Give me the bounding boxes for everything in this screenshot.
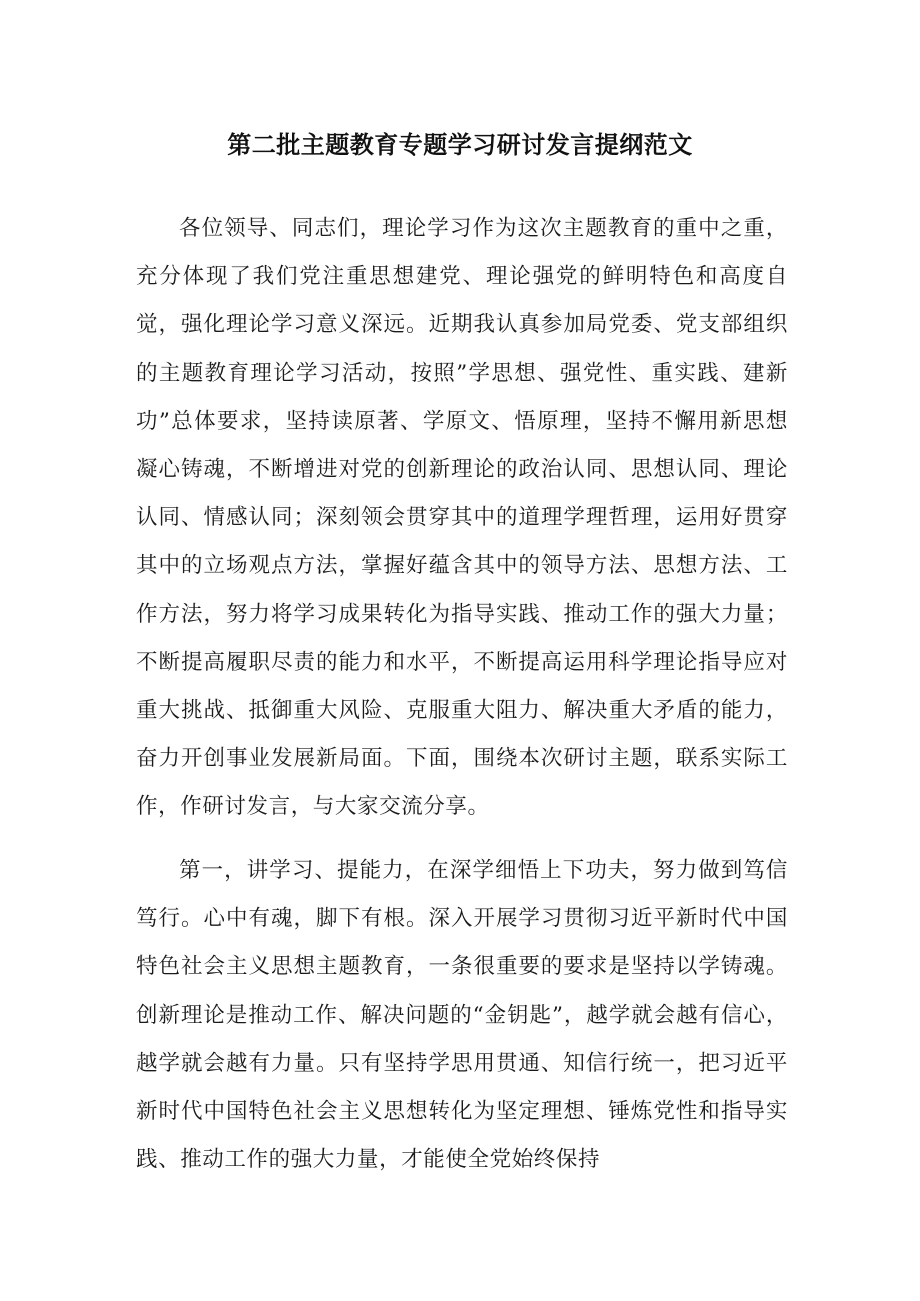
paragraph-intro: 各位领导、同志们，理论学习作为这次主题教育的重中之重，充分体现了我们党注重思想建党、理论强党的鲜明特色和高度自觉，强化理论学习意义深远。近期我认真参加局党委、党支部组织的主题教育理论学习活动，按照”学思想、强党性、重实践、建新功”总体要求，坚持读原著、学原文、悟原理，坚持不懈用新思想凝心铸魂，不断增进对党的创新理论的政治认同、思想认同、理论认同、情感认同；深刻领会贯穿其中的道理学理哲理，运用好贯穿其中的立场观点方法，掌握好蕴含其中的领导方法、思想方法、工作方法，努力将学习成果转化为指导实践、推动工作的强大力量；不断提高履职尽责的能力和水平，不断提高运用科学理论指导应对重大挑战、抵御重大风险、克服重大阻力、解决重大矛盾的能力，奋力开创事业发展新局面。下面，围绕本次研讨主题，联系实际工作，作研讨发言，与大家交流分享。 [136,216,788,820]
page-title: 第二批主题教育专题学习研讨发言提纲范文 [227,131,693,159]
paragraph-first-point: 第一，讲学习、提能力，在深学细悟上下功夫，努力做到笃信笃行。心中有魂，脚下有根。深入开展学习贯彻习近平新时代中国特色社会主义思想主题教育，一条很重要的要求是坚持以学铸魂。创新理论是推动工作、解决问题的“金钥匙”，越学就会越有信心，越学就会越有力量。只有坚持学思用贯通、知信行统一，把习近平新时代中国特色社会主义思想转化为坚定理想、锤炼党性和指导实践、推动工作的强大力量，才能使全党始终保持 [136,858,788,1173]
